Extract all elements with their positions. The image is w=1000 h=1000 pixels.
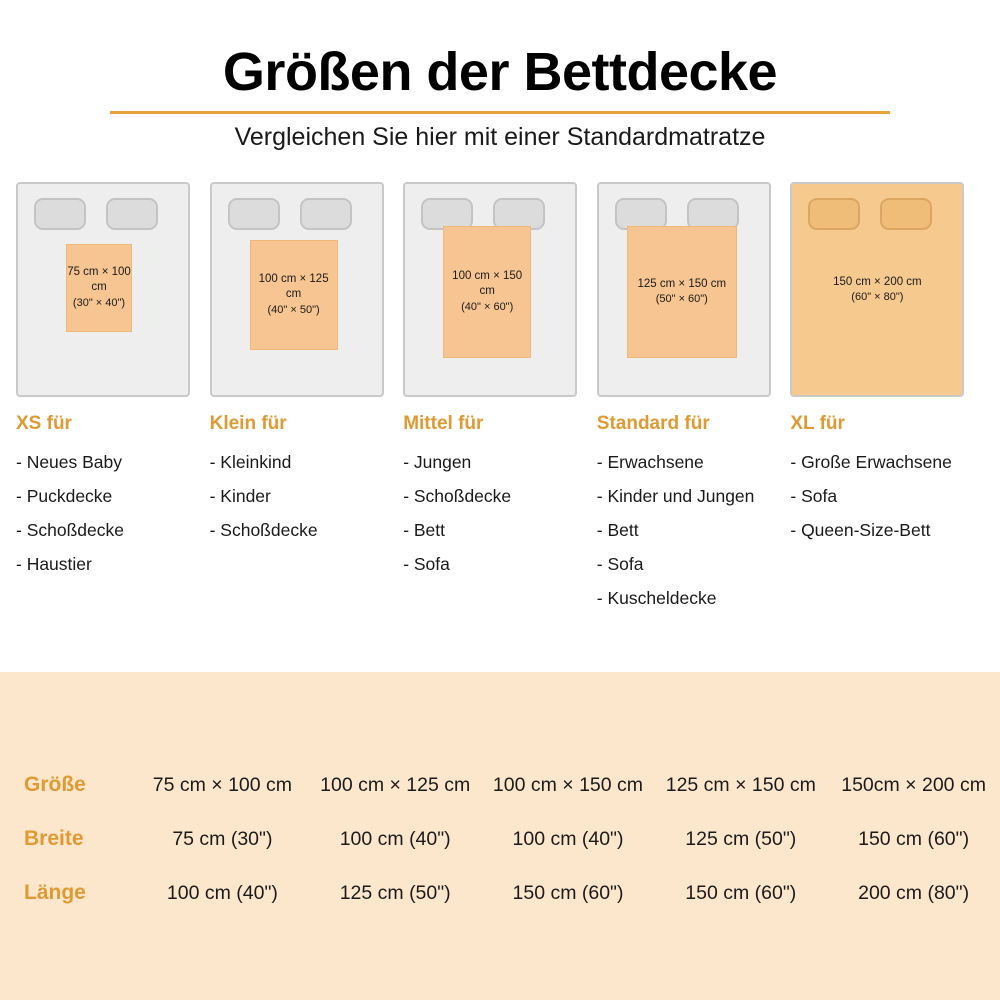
duvet-dimension-cm: 125 cm × 150 cm [637,277,727,290]
page-subtitle: Vergleichen Sie hier mit einer Standardmatratze [234,122,766,151]
duvet-dimension-in: (50" × 60") [655,293,708,306]
mattress-diagram-standard [597,182,771,397]
list-item: - Haustier [16,554,92,575]
duvet-dimension-label [67,265,131,311]
size-card-mittel [403,182,597,616]
list-item: - Schoßdecke [16,519,124,540]
pillow-icon [300,198,352,230]
card-use-list-xs [16,445,201,582]
table-row [0,812,1000,866]
row-label-breite: Breite [24,827,84,850]
duvet-dimension-label [251,272,337,318]
row-label-groesse: Größe [24,773,86,796]
duvet-dimension-cm: 100 cm × 150 cm [452,269,523,298]
size-card-standard [597,182,791,616]
mattress-diagram-mittel [403,182,577,397]
duvet-rect-klein [250,240,338,350]
pillow-icon [228,198,280,230]
list-item: - Puckdecke [16,485,113,506]
card-use-list-xl [790,445,975,547]
list-item: - Sofa [403,554,450,575]
duvet-dimension-label [638,277,727,307]
list-item: - Bett [596,519,639,540]
duvet-dimension-cm: 100 cm × 125 cm [258,272,329,301]
size-table [0,758,1000,920]
list-item: - Schoßdecke [209,519,318,540]
list-item: - Erwachsene [596,451,704,472]
card-title-xs: XS für [16,412,72,434]
table-row [0,758,1000,812]
duvet-dimension-in: (30" × 40") [72,296,126,309]
list-item: - Sofa [596,554,644,575]
list-item: - Kinder [209,485,271,506]
duvet-rect-mittel [443,226,531,358]
list-item: - Sofa [790,485,838,506]
size-card-klein [210,182,404,616]
card-title-klein: Klein für [209,412,287,434]
table-cell: 75 cm × 100 cm [152,773,293,796]
table-cell: 125 cm (50") [685,827,797,850]
list-item: - Bett [403,519,446,540]
table-cell: 100 cm (40") [512,827,624,850]
card-title-xl: XL für [790,412,845,434]
card-use-list-mittel [403,445,588,582]
list-item: - Neues Baby [16,451,123,472]
list-item: - Jungen [403,451,472,472]
table-cell: 100 cm × 150 cm [492,773,644,796]
duvet-dimension-in: (60" × 80") [851,291,904,304]
mattress-diagram-xs [16,182,190,397]
duvet-dimension-in: (40" × 60") [461,300,514,313]
size-card-row [0,182,1000,616]
title-underline [110,111,890,114]
pillow-icon [34,198,86,230]
list-item: - Kuscheldecke [596,588,717,609]
list-item: - Schoßdecke [403,485,512,506]
table-cell: 150 cm (60") [512,881,624,904]
duvet-rect-standard [627,226,737,358]
pillow-icon [106,198,158,230]
mattress-diagram-xl [790,182,964,397]
mattress-diagram-klein [210,182,384,397]
table-row [0,866,1000,920]
size-card-xs [16,182,210,616]
header [0,0,1000,152]
size-card-xl [790,182,984,616]
size-table-band [0,672,1000,1000]
table-cell: 125 cm (50") [339,881,451,904]
table-cell: 125 cm × 150 cm [665,773,816,796]
page-title: Größen der Bettdecke [222,42,778,102]
duvet-dimension-in: (40" × 50") [267,303,320,316]
card-use-list-standard [597,445,782,616]
table-cell: 75 cm (30") [172,827,273,850]
card-title-standard: Standard für [596,412,710,434]
table-cell: 150 cm (60") [685,881,797,904]
row-label-laenge: Länge [24,881,86,904]
list-item: - Kleinkind [209,451,292,472]
duvet-dimension-label [833,275,922,305]
list-item: - Kinder und Jungen [596,485,755,506]
table-cell: 100 cm (40") [339,827,451,850]
card-use-list-klein [210,445,395,547]
table-cell: 150cm × 200 cm [841,773,986,796]
table-cell: 200 cm (80") [858,881,970,904]
table-cell: 150 cm (60") [858,827,970,850]
table-cell: 100 cm (40") [166,881,278,904]
duvet-rect-xl [796,196,958,384]
card-title-mittel: Mittel für [403,412,484,434]
duvet-dimension-label [444,269,530,315]
table-cell: 100 cm × 125 cm [320,773,471,796]
duvet-dimension-cm: 75 cm × 100 cm [67,265,131,294]
duvet-rect-xs [66,244,132,332]
duvet-dimension-cm: 150 cm × 200 cm [833,275,922,288]
list-item: - Große Erwachsene [790,451,952,472]
list-item: - Queen-Size-Bett [790,519,931,540]
